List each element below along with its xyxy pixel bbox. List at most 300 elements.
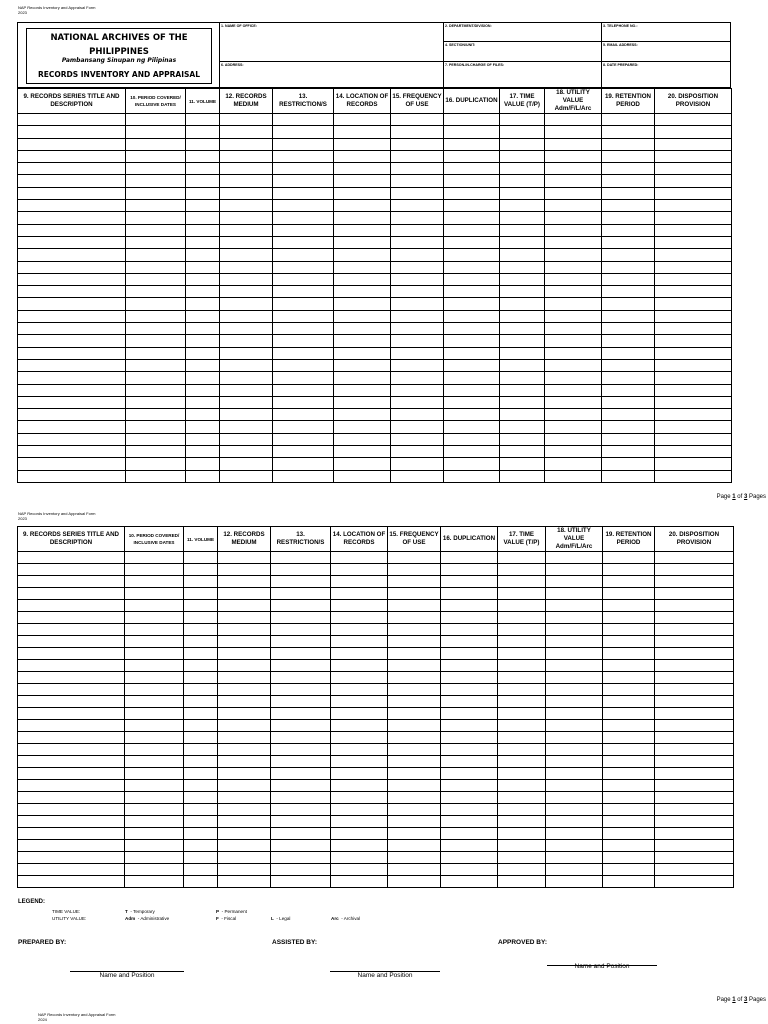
table-cell[interactable] <box>18 187 126 199</box>
table-cell[interactable] <box>546 756 603 768</box>
email-field[interactable]: 5. EMAIL ADDRESS: <box>601 42 731 62</box>
table-cell[interactable] <box>441 672 498 684</box>
table-cell[interactable] <box>603 780 655 792</box>
table-cell[interactable] <box>184 864 218 876</box>
table-cell[interactable] <box>655 286 732 298</box>
table-cell[interactable] <box>334 372 391 384</box>
table-cell[interactable] <box>602 396 655 408</box>
table-cell[interactable] <box>655 163 732 175</box>
table-cell[interactable] <box>186 421 220 433</box>
table-cell[interactable] <box>603 672 655 684</box>
table-cell[interactable] <box>498 864 546 876</box>
table-cell[interactable] <box>184 816 218 828</box>
table-cell[interactable] <box>18 273 126 285</box>
table-cell[interactable] <box>655 828 734 840</box>
table-cell[interactable] <box>444 286 500 298</box>
table-cell[interactable] <box>441 732 498 744</box>
table-cell[interactable] <box>388 792 441 804</box>
table-cell[interactable] <box>602 409 655 421</box>
table-cell[interactable] <box>391 421 444 433</box>
table-cell[interactable] <box>334 138 391 150</box>
table-cell[interactable] <box>331 636 388 648</box>
table-cell[interactable] <box>334 470 391 482</box>
table-cell[interactable] <box>444 175 500 187</box>
table-cell[interactable] <box>186 433 220 445</box>
table-cell[interactable] <box>603 804 655 816</box>
table-cell[interactable] <box>545 236 602 248</box>
table-cell[interactable] <box>18 624 125 636</box>
table-cell[interactable] <box>546 564 603 576</box>
table-cell[interactable] <box>126 273 186 285</box>
date-prepared-field[interactable]: 8. DATE PREPARED: <box>601 62 731 88</box>
table-cell[interactable] <box>500 114 545 126</box>
table-cell[interactable] <box>18 138 126 150</box>
table-cell[interactable] <box>218 564 271 576</box>
table-cell[interactable] <box>18 212 126 224</box>
table-cell[interactable] <box>125 624 184 636</box>
table-cell[interactable] <box>273 458 334 470</box>
table-cell[interactable] <box>655 347 732 359</box>
table-cell[interactable] <box>184 624 218 636</box>
table-cell[interactable] <box>444 470 500 482</box>
table-cell[interactable] <box>273 421 334 433</box>
table-cell[interactable] <box>18 756 125 768</box>
table-cell[interactable] <box>184 828 218 840</box>
table-cell[interactable] <box>655 126 732 138</box>
table-cell[interactable] <box>125 696 184 708</box>
table-cell[interactable] <box>126 236 186 248</box>
table-cell[interactable] <box>18 864 125 876</box>
table-cell[interactable] <box>498 588 546 600</box>
table-cell[interactable] <box>18 224 126 236</box>
table-cell[interactable] <box>545 421 602 433</box>
table-cell[interactable] <box>186 138 220 150</box>
table-cell[interactable] <box>126 286 186 298</box>
table-cell[interactable] <box>391 200 444 212</box>
table-cell[interactable] <box>271 588 331 600</box>
table-cell[interactable] <box>331 612 388 624</box>
table-cell[interactable] <box>334 273 391 285</box>
table-cell[interactable] <box>441 828 498 840</box>
table-cell[interactable] <box>388 840 441 852</box>
table-cell[interactable] <box>271 804 331 816</box>
table-cell[interactable] <box>500 273 545 285</box>
table-cell[interactable] <box>331 876 388 888</box>
table-cell[interactable] <box>18 298 126 310</box>
table-cell[interactable] <box>273 359 334 371</box>
table-cell[interactable] <box>218 708 271 720</box>
table-cell[interactable] <box>18 359 126 371</box>
table-cell[interactable] <box>444 150 500 162</box>
table-cell[interactable] <box>18 114 126 126</box>
table-cell[interactable] <box>271 828 331 840</box>
table-cell[interactable] <box>126 138 186 150</box>
table-cell[interactable] <box>603 756 655 768</box>
table-cell[interactable] <box>186 126 220 138</box>
table-cell[interactable] <box>545 298 602 310</box>
table-cell[interactable] <box>545 261 602 273</box>
table-cell[interactable] <box>271 660 331 672</box>
table-cell[interactable] <box>546 660 603 672</box>
table-cell[interactable] <box>500 126 545 138</box>
table-cell[interactable] <box>184 588 218 600</box>
table-cell[interactable] <box>18 732 125 744</box>
table-cell[interactable] <box>545 359 602 371</box>
table-cell[interactable] <box>331 816 388 828</box>
table-cell[interactable] <box>603 816 655 828</box>
table-cell[interactable] <box>271 696 331 708</box>
table-cell[interactable] <box>186 150 220 162</box>
table-cell[interactable] <box>391 273 444 285</box>
table-cell[interactable] <box>546 684 603 696</box>
table-cell[interactable] <box>498 768 546 780</box>
table-cell[interactable] <box>334 163 391 175</box>
table-cell[interactable] <box>498 564 546 576</box>
table-cell[interactable] <box>271 624 331 636</box>
table-cell[interactable] <box>186 286 220 298</box>
table-cell[interactable] <box>500 446 545 458</box>
table-cell[interactable] <box>184 708 218 720</box>
table-cell[interactable] <box>273 261 334 273</box>
table-cell[interactable] <box>126 409 186 421</box>
table-cell[interactable] <box>18 636 125 648</box>
table-cell[interactable] <box>498 852 546 864</box>
table-cell[interactable] <box>388 684 441 696</box>
table-cell[interactable] <box>602 433 655 445</box>
table-cell[interactable] <box>546 816 603 828</box>
table-cell[interactable] <box>602 323 655 335</box>
table-cell[interactable] <box>500 409 545 421</box>
table-cell[interactable] <box>391 335 444 347</box>
table-cell[interactable] <box>220 470 273 482</box>
table-cell[interactable] <box>388 804 441 816</box>
table-cell[interactable] <box>655 864 734 876</box>
table-cell[interactable] <box>498 672 546 684</box>
table-cell[interactable] <box>391 359 444 371</box>
table-cell[interactable] <box>271 744 331 756</box>
table-cell[interactable] <box>388 624 441 636</box>
table-cell[interactable] <box>388 876 441 888</box>
table-cell[interactable] <box>334 286 391 298</box>
table-cell[interactable] <box>603 576 655 588</box>
table-cell[interactable] <box>655 372 732 384</box>
table-cell[interactable] <box>655 446 732 458</box>
table-cell[interactable] <box>220 212 273 224</box>
table-cell[interactable] <box>334 396 391 408</box>
table-cell[interactable] <box>126 126 186 138</box>
person-in-charge-field[interactable]: 7. PERSON-IN-CHARGE OF FILES: <box>443 62 601 88</box>
table-cell[interactable] <box>126 446 186 458</box>
table-cell[interactable] <box>500 286 545 298</box>
table-cell[interactable] <box>18 421 126 433</box>
table-cell[interactable] <box>388 768 441 780</box>
table-cell[interactable] <box>218 852 271 864</box>
table-cell[interactable] <box>271 768 331 780</box>
table-cell[interactable] <box>444 261 500 273</box>
table-cell[interactable] <box>125 864 184 876</box>
table-cell[interactable] <box>18 840 125 852</box>
table-cell[interactable] <box>444 421 500 433</box>
table-cell[interactable] <box>441 696 498 708</box>
table-cell[interactable] <box>218 612 271 624</box>
table-cell[interactable] <box>125 564 184 576</box>
table-cell[interactable] <box>500 470 545 482</box>
table-cell[interactable] <box>444 187 500 199</box>
table-cell[interactable] <box>603 792 655 804</box>
table-cell[interactable] <box>18 175 126 187</box>
table-cell[interactable] <box>602 126 655 138</box>
table-cell[interactable] <box>603 588 655 600</box>
table-cell[interactable] <box>655 816 734 828</box>
office-field[interactable]: 1. NAME OF OFFICE: <box>219 23 443 62</box>
table-cell[interactable] <box>18 323 126 335</box>
table-cell[interactable] <box>498 804 546 816</box>
table-cell[interactable] <box>655 696 734 708</box>
table-cell[interactable] <box>18 372 126 384</box>
table-cell[interactable] <box>18 660 125 672</box>
table-cell[interactable] <box>186 347 220 359</box>
table-cell[interactable] <box>546 804 603 816</box>
table-cell[interactable] <box>655 720 734 732</box>
table-cell[interactable] <box>655 876 734 888</box>
table-cell[interactable] <box>331 792 388 804</box>
table-cell[interactable] <box>334 409 391 421</box>
table-cell[interactable] <box>603 732 655 744</box>
table-cell[interactable] <box>18 126 126 138</box>
table-cell[interactable] <box>273 335 334 347</box>
table-cell[interactable] <box>334 421 391 433</box>
table-cell[interactable] <box>218 804 271 816</box>
table-cell[interactable] <box>500 249 545 261</box>
table-cell[interactable] <box>331 828 388 840</box>
table-cell[interactable] <box>545 446 602 458</box>
table-cell[interactable] <box>655 732 734 744</box>
table-cell[interactable] <box>18 768 125 780</box>
table-cell[interactable] <box>186 187 220 199</box>
table-cell[interactable] <box>334 433 391 445</box>
table-cell[interactable] <box>546 780 603 792</box>
table-cell[interactable] <box>391 286 444 298</box>
table-cell[interactable] <box>273 470 334 482</box>
table-cell[interactable] <box>126 249 186 261</box>
table-cell[interactable] <box>334 335 391 347</box>
table-cell[interactable] <box>602 446 655 458</box>
table-cell[interactable] <box>602 150 655 162</box>
table-cell[interactable] <box>655 708 734 720</box>
table-cell[interactable] <box>603 660 655 672</box>
table-cell[interactable] <box>331 648 388 660</box>
table-cell[interactable] <box>602 286 655 298</box>
table-cell[interactable] <box>220 458 273 470</box>
table-cell[interactable] <box>546 708 603 720</box>
table-cell[interactable] <box>126 421 186 433</box>
table-cell[interactable] <box>441 816 498 828</box>
table-cell[interactable] <box>220 236 273 248</box>
table-cell[interactable] <box>125 816 184 828</box>
table-cell[interactable] <box>545 163 602 175</box>
table-cell[interactable] <box>603 720 655 732</box>
table-cell[interactable] <box>273 212 334 224</box>
table-cell[interactable] <box>546 792 603 804</box>
table-cell[interactable] <box>441 636 498 648</box>
table-cell[interactable] <box>271 756 331 768</box>
table-cell[interactable] <box>271 648 331 660</box>
table-cell[interactable] <box>334 359 391 371</box>
table-cell[interactable] <box>388 552 441 564</box>
table-cell[interactable] <box>603 552 655 564</box>
table-cell[interactable] <box>218 732 271 744</box>
table-cell[interactable] <box>602 163 655 175</box>
table-cell[interactable] <box>220 298 273 310</box>
table-cell[interactable] <box>655 409 732 421</box>
table-cell[interactable] <box>498 636 546 648</box>
table-cell[interactable] <box>184 648 218 660</box>
table-cell[interactable] <box>220 150 273 162</box>
table-cell[interactable] <box>602 236 655 248</box>
table-cell[interactable] <box>18 672 125 684</box>
table-cell[interactable] <box>184 744 218 756</box>
table-cell[interactable] <box>125 732 184 744</box>
table-cell[interactable] <box>18 612 125 624</box>
table-cell[interactable] <box>655 384 732 396</box>
table-cell[interactable] <box>126 372 186 384</box>
table-cell[interactable] <box>186 249 220 261</box>
table-cell[interactable] <box>271 864 331 876</box>
table-cell[interactable] <box>602 384 655 396</box>
table-cell[interactable] <box>444 446 500 458</box>
table-cell[interactable] <box>546 744 603 756</box>
table-cell[interactable] <box>444 347 500 359</box>
table-cell[interactable] <box>546 852 603 864</box>
table-cell[interactable] <box>545 409 602 421</box>
table-cell[interactable] <box>186 212 220 224</box>
table-cell[interactable] <box>498 600 546 612</box>
table-cell[interactable] <box>602 421 655 433</box>
table-cell[interactable] <box>498 660 546 672</box>
table-cell[interactable] <box>444 298 500 310</box>
table-cell[interactable] <box>500 335 545 347</box>
table-cell[interactable] <box>125 768 184 780</box>
table-cell[interactable] <box>391 212 444 224</box>
table-cell[interactable] <box>125 648 184 660</box>
table-cell[interactable] <box>500 212 545 224</box>
table-cell[interactable] <box>545 200 602 212</box>
table-cell[interactable] <box>546 876 603 888</box>
table-cell[interactable] <box>441 768 498 780</box>
table-cell[interactable] <box>18 684 125 696</box>
table-cell[interactable] <box>546 768 603 780</box>
table-cell[interactable] <box>18 720 125 732</box>
table-cell[interactable] <box>546 552 603 564</box>
table-cell[interactable] <box>218 588 271 600</box>
table-cell[interactable] <box>125 792 184 804</box>
table-cell[interactable] <box>125 840 184 852</box>
table-cell[interactable] <box>126 261 186 273</box>
table-cell[interactable] <box>186 200 220 212</box>
table-cell[interactable] <box>388 696 441 708</box>
table-cell[interactable] <box>602 187 655 199</box>
table-cell[interactable] <box>126 187 186 199</box>
table-cell[interactable] <box>184 660 218 672</box>
table-cell[interactable] <box>655 564 734 576</box>
table-cell[interactable] <box>655 249 732 261</box>
table-cell[interactable] <box>655 396 732 408</box>
table-cell[interactable] <box>441 744 498 756</box>
table-cell[interactable] <box>218 624 271 636</box>
table-cell[interactable] <box>218 816 271 828</box>
table-cell[interactable] <box>126 458 186 470</box>
table-cell[interactable] <box>273 187 334 199</box>
address-field[interactable]: 6. ADDRESS: <box>219 62 443 88</box>
table-cell[interactable] <box>498 576 546 588</box>
table-cell[interactable] <box>18 552 125 564</box>
table-cell[interactable] <box>603 876 655 888</box>
table-cell[interactable] <box>331 720 388 732</box>
department-field[interactable]: 2. DEPARTMENT/DIVISION: <box>443 23 601 42</box>
table-cell[interactable] <box>125 672 184 684</box>
table-cell[interactable] <box>498 684 546 696</box>
table-cell[interactable] <box>273 347 334 359</box>
table-cell[interactable] <box>498 792 546 804</box>
table-cell[interactable] <box>273 224 334 236</box>
table-cell[interactable] <box>655 624 734 636</box>
table-cell[interactable] <box>500 384 545 396</box>
table-cell[interactable] <box>271 876 331 888</box>
table-cell[interactable] <box>18 828 125 840</box>
table-cell[interactable] <box>602 114 655 126</box>
table-cell[interactable] <box>220 347 273 359</box>
table-cell[interactable] <box>273 150 334 162</box>
table-cell[interactable] <box>218 780 271 792</box>
table-cell[interactable] <box>273 433 334 445</box>
table-cell[interactable] <box>655 470 732 482</box>
table-cell[interactable] <box>18 564 125 576</box>
table-cell[interactable] <box>271 780 331 792</box>
table-cell[interactable] <box>500 359 545 371</box>
table-cell[interactable] <box>271 600 331 612</box>
table-cell[interactable] <box>334 114 391 126</box>
table-cell[interactable] <box>391 298 444 310</box>
table-cell[interactable] <box>218 828 271 840</box>
table-cell[interactable] <box>126 150 186 162</box>
table-cell[interactable] <box>655 359 732 371</box>
table-cell[interactable] <box>388 600 441 612</box>
table-cell[interactable] <box>220 372 273 384</box>
table-cell[interactable] <box>126 384 186 396</box>
table-cell[interactable] <box>391 433 444 445</box>
table-cell[interactable] <box>271 576 331 588</box>
table-cell[interactable] <box>441 660 498 672</box>
table-cell[interactable] <box>444 396 500 408</box>
table-cell[interactable] <box>126 396 186 408</box>
table-cell[interactable] <box>546 648 603 660</box>
table-cell[interactable] <box>602 212 655 224</box>
table-cell[interactable] <box>391 396 444 408</box>
table-cell[interactable] <box>331 840 388 852</box>
table-cell[interactable] <box>388 564 441 576</box>
table-cell[interactable] <box>546 732 603 744</box>
table-cell[interactable] <box>184 564 218 576</box>
table-cell[interactable] <box>391 446 444 458</box>
table-cell[interactable] <box>271 852 331 864</box>
table-cell[interactable] <box>391 347 444 359</box>
table-cell[interactable] <box>391 409 444 421</box>
table-cell[interactable] <box>18 600 125 612</box>
table-cell[interactable] <box>331 624 388 636</box>
table-cell[interactable] <box>220 126 273 138</box>
table-cell[interactable] <box>498 720 546 732</box>
table-cell[interactable] <box>391 384 444 396</box>
